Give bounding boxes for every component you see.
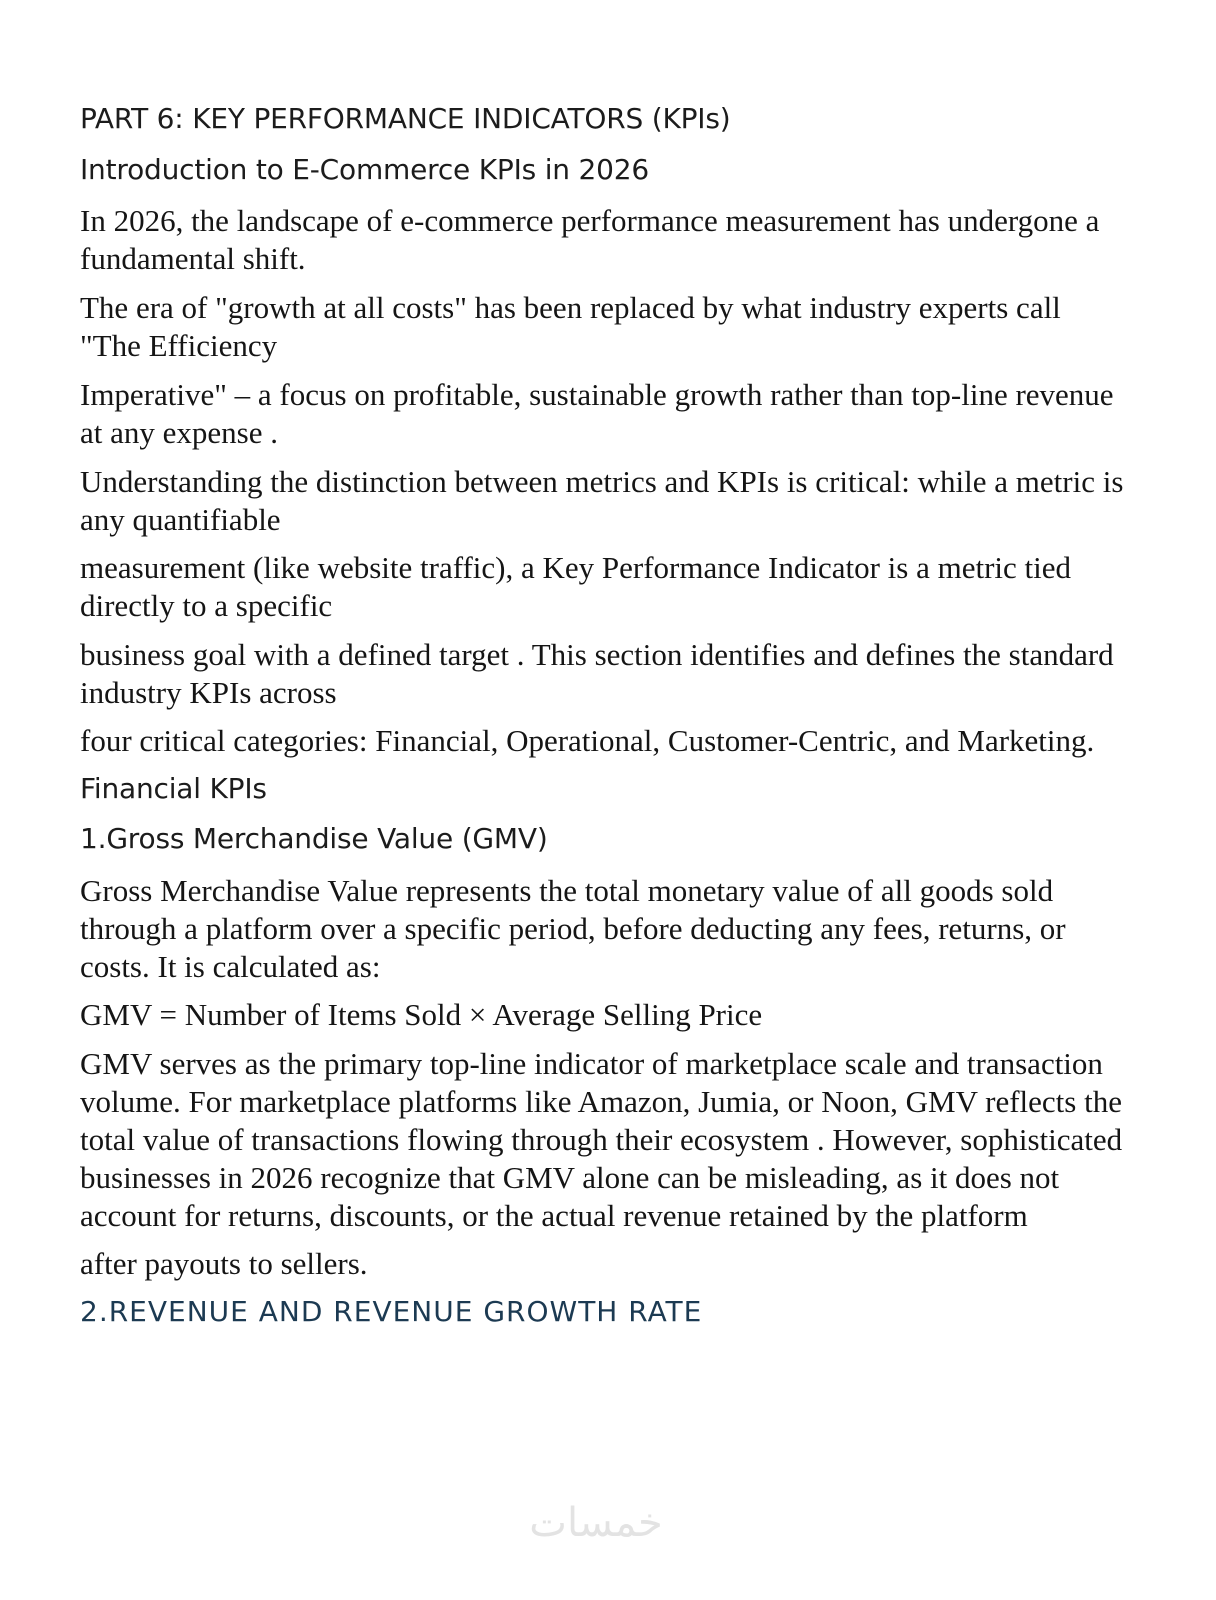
intro-paragraph-3: Imperative" – a focus on profitable, sustainable growth rather than top-line revenue at any expense . <box>80 377 1114 450</box>
intro-paragraph-4: Understanding the distinction between metrics and KPIs is critical: while a metric is any quantifiable <box>80 464 1124 537</box>
intro-paragraph-7: four critical categories: Financial, Operational, Customer-Centric, and Marketing. <box>80 723 1095 758</box>
gmv-paragraph-3: after payouts to sellers. <box>80 1246 368 1281</box>
part-title: PART 6: KEY PERFORMANCE INDICATORS (KPIs) <box>80 102 731 135</box>
gmv-formula: GMV = Number of Items Sold × Average Selling Price <box>80 997 763 1032</box>
gmv-paragraph-1: Gross Merchandise Value represents the total monetary value of all goods sold through a platform over a specific period, before deducting any fees, returns, or costs. It is calculated as: <box>80 873 1066 984</box>
gmv-paragraph-2: GMV serves as the primary top-line indicator of marketplace scale and transaction volume. For marketplace platforms like Amazon, Jumia, or Noon, GMV reflects the total value of transactions flowing through their ecosystem . However, sophisticated businesses in 2026 recognize that GMV alone can be misleading, as it does not account for returns, discounts, or the actual revenue retained by the platform <box>80 1046 1123 1233</box>
financial-kpis-heading: Financial KPIs <box>80 772 267 805</box>
intro-paragraph-6: business goal with a defined target . This section identifies and defines the standard industry KPIs across <box>80 637 1114 710</box>
watermark-logo: خمسات <box>529 1500 663 1546</box>
intro-heading: Introduction to E-Commerce KPIs in 2026 <box>80 153 650 186</box>
intro-paragraph-1: In 2026, the landscape of e-commerce performance measurement has undergone a fundamental shift. <box>80 203 1100 276</box>
intro-paragraph-5: measurement (like website traffic), a Key Performance Indicator is a metric tied directly to a specific <box>80 550 1072 623</box>
intro-paragraph-2: The era of "growth at all costs" has been replaced by what industry experts call "The Efficiency <box>80 290 1061 363</box>
revenue-heading: 2.REVENUE AND REVENUE GROWTH RATE <box>80 1295 703 1328</box>
gmv-heading: 1.Gross Merchandise Value (GMV) <box>80 822 548 855</box>
